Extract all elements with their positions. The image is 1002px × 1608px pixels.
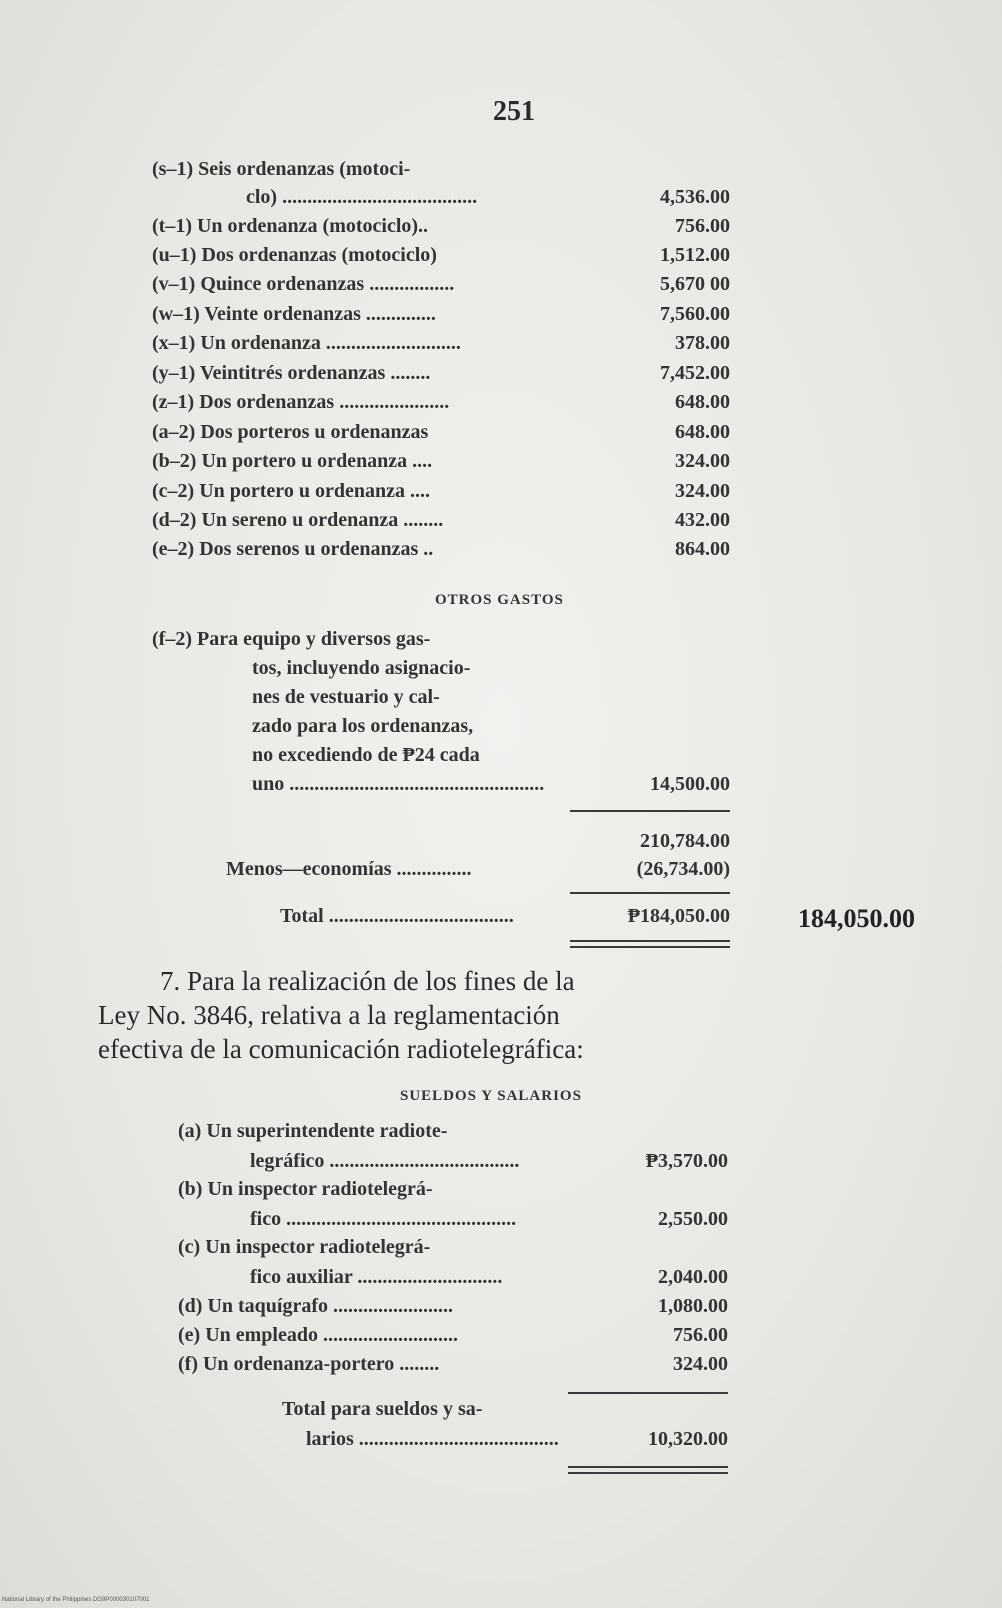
item-amount: 864.00 bbox=[675, 538, 730, 560]
list-item bbox=[152, 773, 730, 801]
list-item bbox=[152, 744, 730, 772]
item-label: (x–1) Un ordenanza ........................... bbox=[152, 332, 461, 354]
list-item bbox=[152, 158, 730, 186]
sueldos-total-amount: 10,320.00 bbox=[648, 1428, 728, 1450]
list-item bbox=[152, 332, 730, 360]
item-amount: 14,500.00 bbox=[650, 773, 730, 795]
section-heading-otros-gastos: OTROS GASTOS bbox=[435, 592, 564, 608]
item-amount: 324.00 bbox=[675, 450, 730, 472]
item-amount: 756.00 bbox=[673, 1324, 728, 1346]
item-label: (v–1) Quince ordenanzas ................. bbox=[152, 273, 455, 295]
list-item bbox=[152, 538, 730, 566]
item-amount: 648.00 bbox=[675, 421, 730, 443]
item-amount: 4,536.00 bbox=[660, 186, 730, 208]
item-label: fico .............................................. bbox=[250, 1208, 517, 1230]
item-label: uno ................................................... bbox=[252, 773, 545, 795]
item-label: (e–2) Dos serenos u ordenanzas .. bbox=[152, 538, 434, 560]
subtotal-amount: 210,784.00 bbox=[640, 830, 730, 852]
item-label: (d–2) Un sereno u ordenanza ........ bbox=[152, 509, 444, 531]
list-item bbox=[178, 1324, 728, 1352]
menos-amount: (26,734.00) bbox=[636, 858, 730, 880]
item-label: (b) Un inspector radiotelegrá- bbox=[178, 1178, 433, 1200]
item-amount: 378.00 bbox=[675, 332, 730, 354]
item-label: nes de vestuario y cal- bbox=[252, 686, 440, 708]
list-item bbox=[152, 715, 730, 743]
item-label: (c) Un inspector radiotelegrá- bbox=[178, 1236, 431, 1258]
list-item bbox=[152, 628, 730, 656]
list-item bbox=[178, 1353, 728, 1381]
item-label: (z–1) Dos ordenanzas ...................... bbox=[152, 391, 450, 413]
list-item bbox=[152, 657, 730, 685]
item-label: (b–2) Un portero u ordenanza .... bbox=[152, 450, 433, 472]
list-item bbox=[152, 450, 730, 478]
list-item bbox=[152, 686, 730, 714]
item-amount: 324.00 bbox=[675, 480, 730, 502]
total-outer-amount: 184,050.00 bbox=[798, 904, 915, 933]
page-number: 251 bbox=[493, 96, 535, 127]
item-amount: 1,512.00 bbox=[660, 244, 730, 266]
sum-rule bbox=[570, 810, 730, 812]
list-item bbox=[152, 303, 730, 331]
paragraph-line: Ley No. 3846, relativa a la reglamentación bbox=[98, 1000, 560, 1030]
sueldos-total-row bbox=[178, 1398, 728, 1426]
item-label: (t–1) Un ordenanza (motociclo).. bbox=[152, 215, 429, 237]
item-amount: 7,452.00 bbox=[660, 362, 730, 384]
list-item bbox=[152, 362, 730, 390]
total-amount: ₱184,050.00 bbox=[627, 905, 730, 927]
item-label: (a) Un superintendente radiote- bbox=[178, 1120, 448, 1142]
item-amount: ₱3,570.00 bbox=[645, 1150, 728, 1172]
item-amount: 2,040.00 bbox=[658, 1266, 728, 1288]
sueldos-total-label: Total para sueldos y sa- bbox=[282, 1398, 483, 1420]
item-label: (s–1) Seis ordenanzas (motoci- bbox=[152, 158, 411, 180]
double-rule-top bbox=[568, 1466, 728, 1468]
item-label: (f) Un ordenanza-portero ........ bbox=[178, 1353, 440, 1375]
item-amount: 432.00 bbox=[675, 509, 730, 531]
sueldos-total-label: larios ........................................ bbox=[306, 1428, 559, 1450]
item-label: (c–2) Un portero u ordenanza .... bbox=[152, 480, 430, 502]
item-label: (w–1) Veinte ordenanzas .............. bbox=[152, 303, 436, 325]
section-heading-sueldos: SUELDOS Y SALARIOS bbox=[400, 1088, 582, 1104]
double-rule-bottom bbox=[570, 946, 730, 948]
item-amount: 7,560.00 bbox=[660, 303, 730, 325]
subtotal-row bbox=[152, 830, 730, 858]
item-amount: 756.00 bbox=[675, 215, 730, 237]
list-item bbox=[152, 215, 730, 243]
list-item bbox=[178, 1295, 728, 1323]
item-label: (f–2) Para equipo y diversos gas- bbox=[152, 628, 431, 650]
list-item bbox=[152, 391, 730, 419]
item-label: legráfico ...................................... bbox=[250, 1150, 520, 1172]
item-label: clo) ....................................... bbox=[246, 186, 478, 208]
list-item bbox=[152, 509, 730, 537]
item-label: zado para los ordenanzas, bbox=[252, 715, 474, 737]
total-label: Total ..................................... bbox=[280, 905, 514, 927]
list-item bbox=[152, 480, 730, 508]
list-item bbox=[178, 1236, 728, 1264]
item-amount: 2,550.00 bbox=[658, 1208, 728, 1230]
item-label: (e) Un empleado ........................... bbox=[178, 1324, 458, 1346]
item-label: (y–1) Veintitrés ordenanzas ........ bbox=[152, 362, 431, 384]
list-item bbox=[178, 1150, 728, 1178]
list-item bbox=[178, 1208, 728, 1236]
list-item bbox=[152, 244, 730, 272]
item-amount: 1,080.00 bbox=[658, 1295, 728, 1317]
item-label: (a–2) Dos porteros u ordenanzas bbox=[152, 421, 429, 443]
sum-rule bbox=[568, 1392, 728, 1394]
item-amount: 5,670 00 bbox=[660, 273, 730, 295]
paragraph-line: 7. Para la realización de los fines de la bbox=[160, 966, 575, 996]
sueldos-total-row bbox=[178, 1428, 728, 1456]
list-item bbox=[178, 1178, 728, 1206]
list-item bbox=[178, 1120, 728, 1148]
item-amount: 648.00 bbox=[675, 391, 730, 413]
menos-row bbox=[152, 858, 730, 886]
paragraph-line: efectiva de la comunicación radiotelegráfica: bbox=[98, 1034, 584, 1064]
footer-credit: National Library of the Philippines DG9P000030107001 bbox=[2, 1597, 150, 1603]
item-label: fico auxiliar ............................. bbox=[250, 1266, 503, 1288]
menos-label: Menos—economías ............... bbox=[226, 858, 472, 880]
item-label: (d) Un taquígrafo ........................ bbox=[178, 1295, 454, 1317]
item-amount: 324.00 bbox=[673, 1353, 728, 1375]
list-item bbox=[152, 421, 730, 449]
item-label: (u–1) Dos ordenanzas (motociclo) bbox=[152, 244, 437, 266]
item-label: tos, incluyendo asignacio- bbox=[252, 657, 471, 679]
item-label: no excediendo de ₱24 cada bbox=[252, 744, 480, 766]
double-rule-bottom bbox=[568, 1472, 728, 1474]
sum-rule bbox=[570, 892, 730, 894]
list-item bbox=[152, 186, 730, 214]
double-rule-top bbox=[570, 940, 730, 942]
list-item bbox=[178, 1266, 728, 1294]
total-row bbox=[152, 905, 730, 933]
list-item bbox=[152, 273, 730, 301]
